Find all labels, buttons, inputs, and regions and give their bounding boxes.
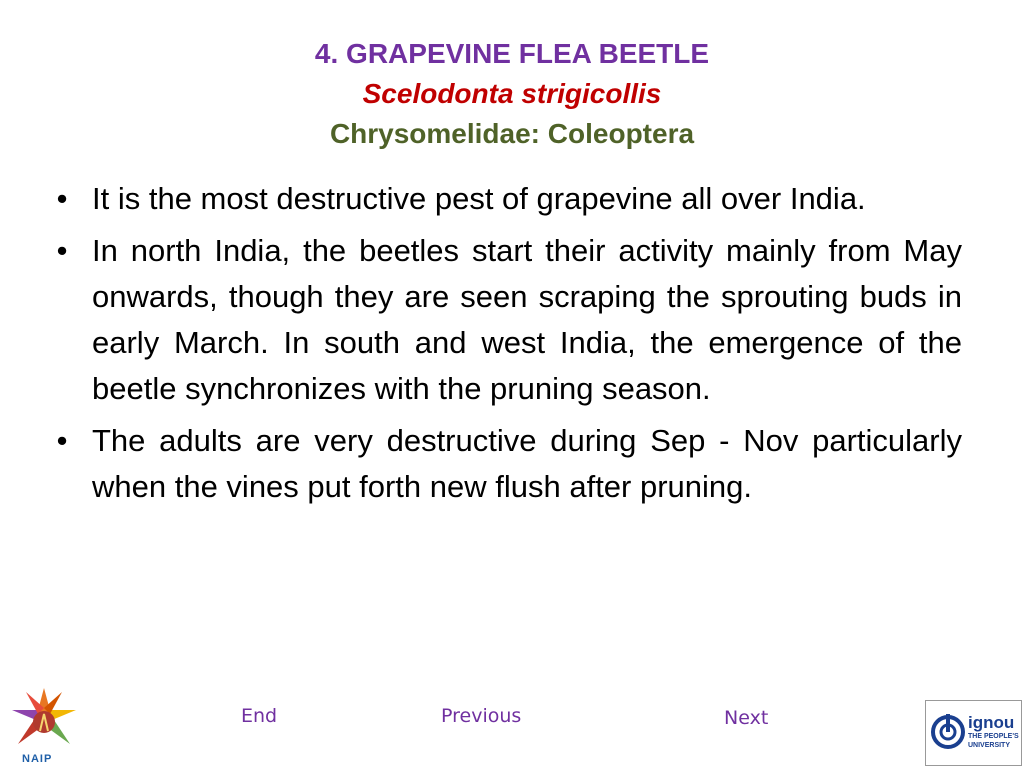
bullet-list <box>50 176 962 516</box>
bullet-text: In north India, the beetles start their activity mainly from May onwards, though they are seen scraping the sprouting buds in early March. In south and west India, the emergence of the beetle synchronizes with the pruning season. <box>92 233 962 406</box>
ignou-logo-name: ignou <box>968 713 1015 732</box>
end-link[interactable]: End <box>241 705 278 727</box>
ignou-logo-tagline-2: UNIVERSITY <box>968 742 1011 749</box>
bullet-icon: • <box>56 423 68 458</box>
title-common-name: 4. GRAPEVINE FLEA BEETLE <box>314 38 710 69</box>
bullet-icon: • <box>56 233 68 268</box>
bullet-text: The adults are very destructive during Sep - Nov particularly when the vines put forth new flush after pruning. <box>92 423 962 504</box>
previous-link[interactable]: Previous <box>441 705 522 727</box>
bullet-item <box>50 176 962 222</box>
title-family: Chrysomelidae: Coleoptera <box>329 118 695 149</box>
bullet-icon: • <box>56 181 68 216</box>
bullet-item <box>50 418 962 510</box>
naip-logo-label: NAIP <box>22 753 53 765</box>
ignou-emblem-icon <box>931 712 965 752</box>
next-link[interactable]: Next <box>724 707 769 729</box>
ignou-logo-tagline-1: THE PEOPLE'S <box>968 733 1019 740</box>
title-scientific-name: Scelodonta strigicollis <box>362 78 662 109</box>
bullet-text: It is the most destructive pest of grapevine all over India. <box>92 181 866 216</box>
slide-title <box>0 34 1024 154</box>
bullet-item <box>50 228 962 412</box>
